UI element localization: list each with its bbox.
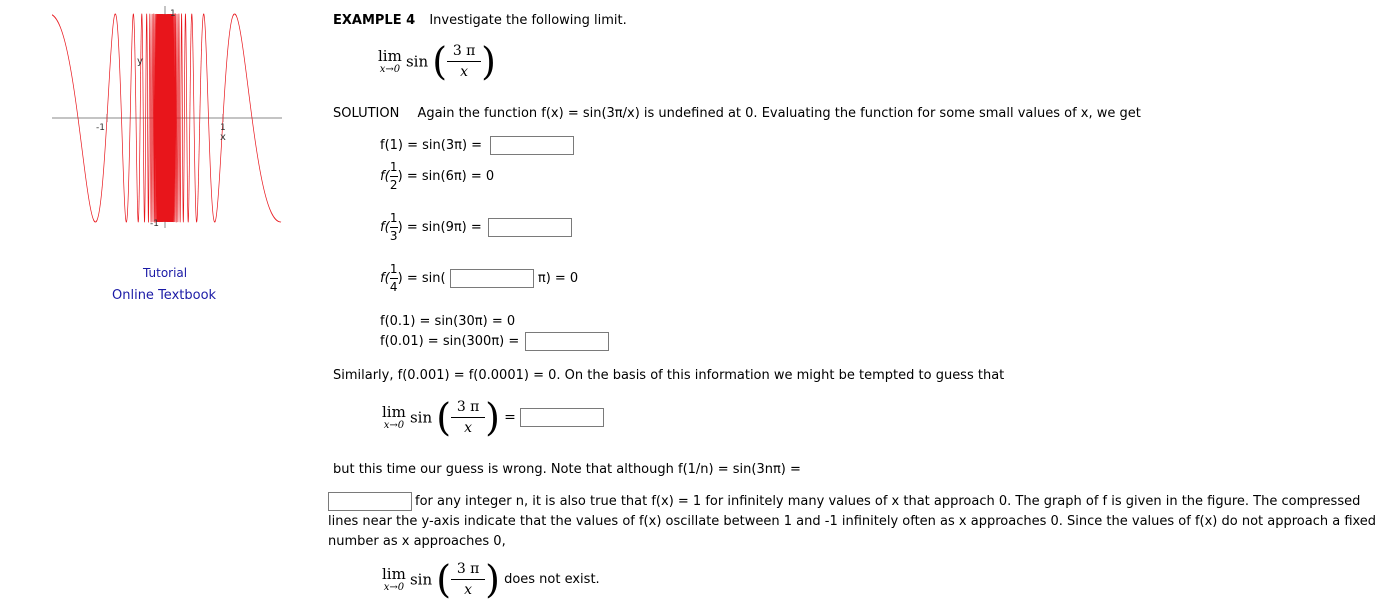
- row-f-half: [380, 160, 494, 193]
- does-not-exist-text: does not exist.: [504, 572, 600, 588]
- tutorial-link[interactable]: Tutorial: [143, 266, 188, 280]
- f-open: f(: [380, 271, 390, 286]
- solution-text: Again the function f(x) = sin(3π/x) is undefined at 0. Evaluating the function for some small values of x, we get: [417, 106, 1141, 121]
- y-axis-label: y: [137, 56, 143, 67]
- sin-text: sin: [409, 408, 433, 427]
- example-label: EXAMPLE 4: [333, 13, 416, 28]
- lim-operator: lim x→0: [382, 402, 406, 432]
- solution-line: [333, 106, 1141, 121]
- f-open: f(: [380, 220, 390, 235]
- x-tick-right-label: 1: [220, 123, 226, 133]
- row-f-point01: [380, 332, 609, 351]
- online-textbook-link[interactable]: Online Textbook: [112, 288, 217, 303]
- sin-text: sin: [409, 570, 433, 589]
- row-f-third-text: ) = sin(9π) =: [397, 220, 482, 235]
- x-tick-left-label: -1: [96, 123, 105, 133]
- row-f-half-text: ) = sin(6π) = 0: [397, 169, 495, 184]
- but-text: but this time our guess is wrong. Note that although f(1/n) = sin(3nπ) =: [333, 462, 801, 477]
- row-f-point01-text: f(0.01) = sin(300π) =: [380, 334, 520, 349]
- frac-quarter: $\frac{1}{4}$: [389, 262, 398, 294]
- row-f-quarter-text-a: ) = sin(: [397, 271, 446, 286]
- fraction: $\frac{3 \pi}{x}$: [451, 560, 485, 599]
- explanation-paragraph: [328, 492, 1378, 552]
- answer-box-f-third[interactable]: [488, 218, 572, 237]
- f-open: f(: [380, 169, 390, 184]
- row-f-quarter: [380, 262, 578, 295]
- row-f-third: [380, 211, 572, 244]
- answer-box-f-point01[interactable]: [525, 332, 609, 351]
- fraction: $\frac{3 \pi}{x}$: [447, 42, 481, 81]
- similarly-text: Similarly, f(0.001) = f(0.0001) = 0. On the basis of this information we might be tempted to guess that: [333, 368, 1005, 383]
- solution-label: SOLUTION: [333, 106, 400, 121]
- frac-half: $\frac{1}{2}$: [389, 160, 398, 192]
- limit-expression-1: [378, 39, 496, 84]
- answer-box-sin-3n-pi[interactable]: [328, 492, 412, 511]
- y-tick-top: 1: [170, 9, 176, 19]
- left-paren: (: [432, 39, 448, 84]
- equals-sign: =: [504, 409, 516, 426]
- left-paren: (: [436, 395, 452, 440]
- x-axis-label: x: [220, 132, 226, 143]
- answer-box-f1[interactable]: [490, 136, 574, 155]
- row-f1: [380, 136, 574, 155]
- example-instruction: Investigate the following limit.: [429, 13, 627, 28]
- row-f-point1: f(0.1) = sin(30π) = 0: [380, 314, 516, 329]
- limit-expression-2: [382, 395, 604, 440]
- sin-text: sin: [405, 52, 429, 71]
- answer-box-limit-guess[interactable]: [520, 408, 604, 427]
- row-f1-text: f(1) = sin(3π) =: [380, 138, 483, 153]
- explanation-text: for any integer n, it is also true that f(x) = 1 for infinitely many values of x that approach 0. The graph of f is given in the figure. The compressed lines near the y-axis indicate that the values of f(x) oscillate between 1 and -1 infinitely often as x approaches 0. Since the values of f(x) do not approach a fixed number as x approaches 0,: [328, 494, 1377, 549]
- y-tick-bottom: -1: [150, 219, 159, 228]
- left-paren: (: [436, 557, 452, 602]
- example-header: [333, 13, 627, 28]
- row-f-quarter-text-b: π) = 0: [537, 271, 579, 286]
- frac-third: $\frac{1}{3}$: [389, 211, 398, 243]
- answer-box-f-quarter[interactable]: [450, 269, 534, 288]
- right-paren: ): [481, 39, 496, 84]
- lim-operator: lim x→0: [378, 46, 402, 76]
- limit-expression-3: [382, 557, 600, 602]
- sine-graph: [52, 6, 282, 228]
- right-paren: ): [485, 557, 500, 602]
- fraction: $\frac{3 \pi}{x}$: [451, 398, 485, 437]
- lim-operator: lim x→0: [382, 564, 406, 594]
- right-paren: ): [485, 395, 500, 440]
